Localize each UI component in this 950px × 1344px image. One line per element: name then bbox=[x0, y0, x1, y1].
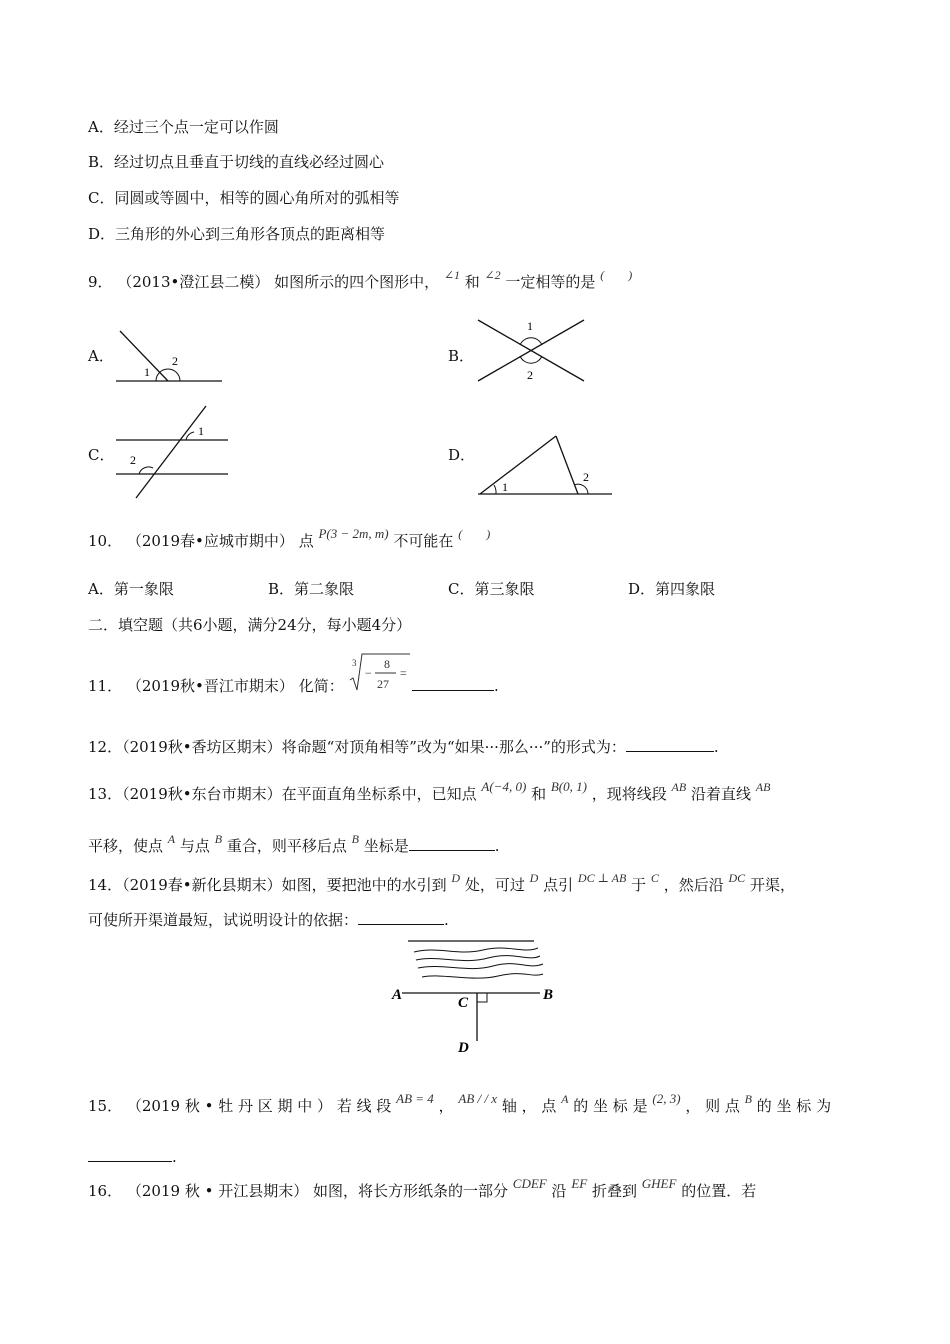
point-b: B(0, 1) bbox=[550, 779, 587, 794]
question-source: （2019秋•晋江市期末） bbox=[126, 677, 294, 695]
question-source: （2019 秋 • 开江县期末） bbox=[126, 1182, 309, 1200]
angle-label-1: 1 bbox=[198, 424, 204, 438]
point-label-a: A bbox=[392, 987, 403, 1003]
q9-option-a-label: A． bbox=[88, 347, 114, 365]
answer-blank[interactable] bbox=[626, 737, 714, 752]
question-source: （2013•澄江县二模） bbox=[117, 273, 270, 291]
root-index: 3 bbox=[352, 658, 357, 668]
cube-root-expression bbox=[340, 650, 412, 696]
q8-option-a: A．经过三个点一定可以作圆 bbox=[88, 118, 279, 136]
angle-label-1: 1 bbox=[502, 480, 508, 494]
angle-label-2: 2 bbox=[527, 368, 533, 382]
q9-option-d-label: D． bbox=[448, 446, 476, 464]
q8-option-d: D．三角形的外心到三角形各顶点的距离相等 bbox=[88, 225, 386, 243]
q14-figure bbox=[388, 936, 568, 1056]
q9-figure-a bbox=[110, 325, 230, 390]
q8-option-b: B．经过切点且垂直于切线的直线必经过圆心 bbox=[88, 153, 385, 171]
section-heading: 二．填空题（共6小题，满分24分，每小题4分） bbox=[88, 616, 412, 634]
point-p: P(3 − 2m, m) bbox=[318, 526, 389, 541]
q15-line2: . bbox=[88, 1147, 177, 1167]
q10-option-a: A．第一象限 bbox=[88, 580, 174, 598]
question-number: 10． bbox=[88, 532, 123, 550]
q16-line1: 16． （2019 秋 • 开江县期末） 如图，将长方形纸条的一部分 CDEF 沿 EF 折叠到 GHEF 的位置．若 bbox=[88, 1176, 757, 1200]
q11-answer: . bbox=[412, 676, 499, 696]
angle-label-2: 2 bbox=[583, 470, 589, 484]
q13-line1: 13．（2019秋•东台市期末）在平面直角坐标系中，已知点 A(−4, 0) 和 B(0, 1) ，现将线段 $^{AB}$ 沿着直线 $^{AB}$ bbox=[88, 779, 771, 803]
answer-paren: ( ) bbox=[458, 527, 491, 541]
angle-2: ∠2 bbox=[484, 268, 501, 282]
fraction-denominator: 27 bbox=[377, 677, 389, 691]
q8-option-c: C．同圆或等圆中，相等的圆心角所对的弧相等 bbox=[88, 189, 400, 207]
angle-1: ∠1 bbox=[443, 268, 460, 282]
q9-figure-c bbox=[110, 402, 235, 500]
question-number: 11． bbox=[88, 677, 123, 695]
question-source: （2019 秋 • 牡 丹 区 期 中 ） bbox=[126, 1097, 333, 1115]
angle-label-1: 1 bbox=[527, 319, 533, 333]
q12-stem: 12．（2019秋•香坊区期末）将命题“对顶角相等”改为“如果···那么···”的形式为： . bbox=[88, 738, 719, 756]
q9-option-c-label: C． bbox=[88, 446, 115, 464]
answer-blank[interactable] bbox=[409, 836, 495, 851]
angle-label-2: 2 bbox=[172, 354, 178, 368]
question-number: 15． bbox=[88, 1097, 123, 1115]
point-a: A(−4, 0) bbox=[481, 779, 527, 794]
q9-stem: 9． （2013•澄江县二模） 如图所示的四个图形中， $^{\angle 1}$ 和 $^{\angle 2}$ 一定相等的是 ( ) bbox=[88, 268, 633, 291]
fraction-numerator: 8 bbox=[384, 657, 390, 671]
q11-stem: 11． （2019秋•晋江市期末） 化简： bbox=[88, 677, 344, 695]
answer-blank[interactable] bbox=[412, 676, 494, 691]
q10-option-b: B．第二象限 bbox=[268, 580, 355, 598]
answer-blank[interactable] bbox=[358, 910, 444, 925]
point-label-c: C bbox=[458, 995, 469, 1011]
angle-label-1: 1 bbox=[144, 365, 150, 379]
question-number: 16． bbox=[88, 1182, 123, 1200]
point-label-d: D bbox=[458, 1040, 469, 1056]
answer-paren: ( ) bbox=[600, 268, 633, 282]
question-number: 9． bbox=[88, 273, 113, 291]
minus-sign: − bbox=[365, 666, 372, 680]
equals-sign: = bbox=[400, 666, 407, 680]
angle-label-2: 2 bbox=[130, 453, 136, 467]
q14-line1: 14．（2019春•新化县期末）如图，要把池中的水引到 $^D$ 处，可过 $^D$ 点引 $^{DC \perp AB}$ 于 $^C$ ，然后沿 $^{DC}$ 开渠， bbox=[88, 871, 795, 894]
answer-blank[interactable] bbox=[88, 1147, 172, 1162]
q14-line2: 可使所开渠道最短，试说明设计的依据： . bbox=[88, 911, 449, 929]
q9-figure-b bbox=[472, 315, 592, 387]
point-label-b: B bbox=[543, 987, 554, 1003]
q13-line2: 平移，使点 $^A$ 与点 $^B$ 重合，则平移后点 $^B$ 坐标是 . bbox=[88, 832, 500, 855]
q15-line1: 15． （2019 秋 • 牡 丹 区 期 中 ） 若 线 段 AB = 4 ， AB / / x 轴 ， 点 $^A$ 的 坐 标 是 (2, 3) ， 则 点 $^B$ 的 坐 标 为 bbox=[88, 1091, 832, 1115]
q10-option-d: D．第四象限 bbox=[628, 580, 716, 598]
question-source: （2019春•应城市期中） bbox=[126, 532, 294, 550]
q9-option-b-label: B． bbox=[448, 347, 475, 365]
q10-stem: 10． （2019春•应城市期中） 点 P(3 − 2m, m) 不可能在 ( ) bbox=[88, 526, 491, 550]
q9-figure-d bbox=[472, 430, 622, 502]
q10-option-c: C．第三象限 bbox=[448, 580, 535, 598]
